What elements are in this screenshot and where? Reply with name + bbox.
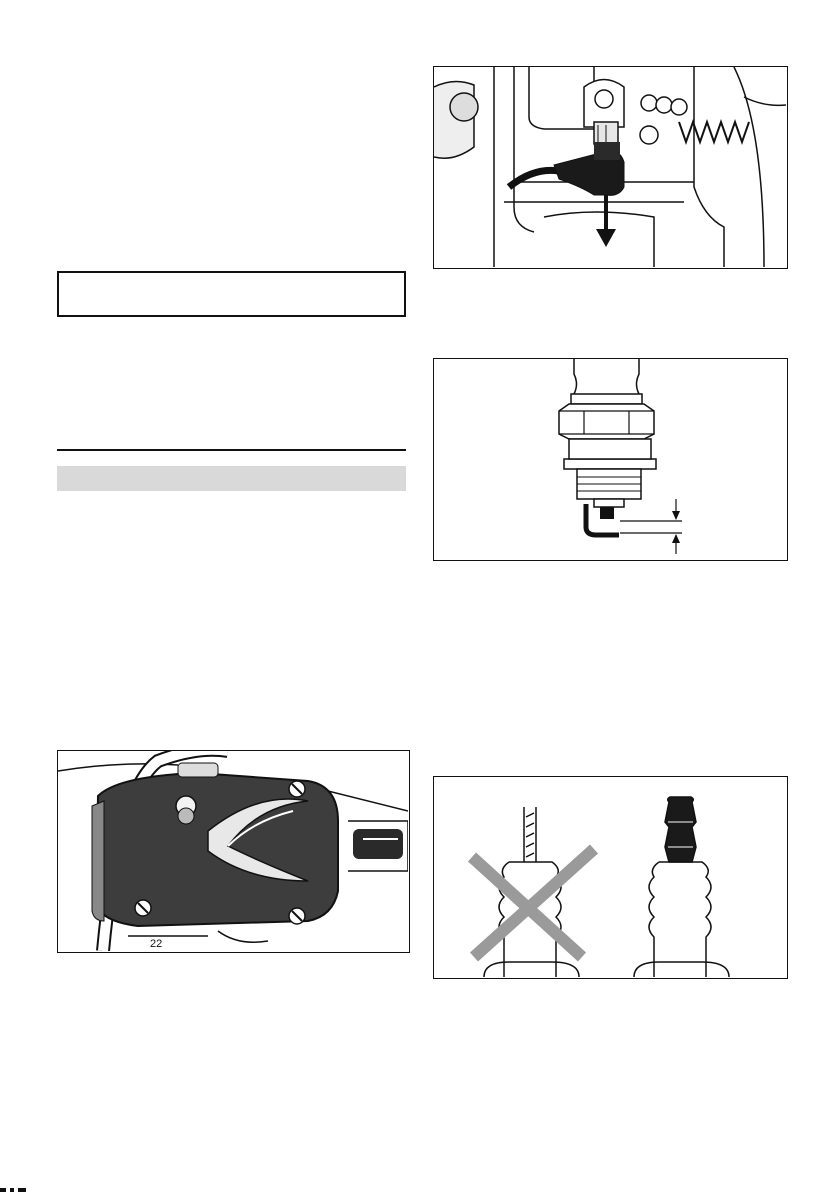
svg-text:22: 22 [150, 938, 163, 950]
figure-spark-plug-boot [433, 66, 788, 269]
note-box [57, 271, 406, 317]
figure-spark-plug-terminal [433, 776, 788, 979]
page-edge-mark [0, 1186, 40, 1192]
spark-plug-boot-removal-illustration [434, 67, 786, 267]
spark-plug-terminal-nut-illustration [434, 777, 786, 977]
cover-screws-illustration [58, 751, 408, 951]
figure-cover-screws [57, 750, 410, 953]
section-heading-band [57, 466, 406, 491]
figure-spark-plug-gap [433, 358, 788, 561]
spark-plug-electrode-gap-illustration [434, 359, 786, 559]
section-divider [57, 449, 406, 451]
